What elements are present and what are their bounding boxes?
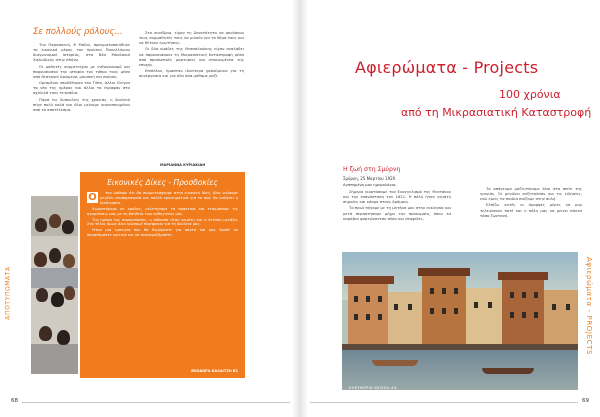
paragraph: Παρά τις δυσκολίες της χρονιάς, η δουλειά πήγε πολύ καλά και όλοι μείναμε ικανοποιημένοι από το αποτέλεσμα. [33, 96, 130, 112]
paragraph: Την Παρασκευή, 8 Μαΐου, πραγματοποιήθηκε το εικονικό μέρος του πρώτου Πανελλήνιου διαγωνισμού Ιστορίας, στα Νέα Μουδανιά Χαλκιδικής στην Αθήνα. [33, 42, 130, 63]
section-label-text: Αφιερώματα - PROJECTS [585, 256, 593, 356]
article-column-1 [33, 42, 130, 113]
drop-cap: Ο [88, 192, 97, 203]
section-label-text: ΑΠΟΤΥΠΩΜΑΤΑ [4, 266, 12, 320]
box-credit: ΘΕΟΔΩΡΑ ΚΑΛΑΙΤΖΗ Β1 [191, 369, 238, 373]
paragraph: Στο συνέδριο, είχαν τη δυνατότητα να ακούσουν τους συμμαθητές τους να μιλούν για το θέμα τους και να θέτουν ερωτήσεις. [139, 30, 244, 46]
paragraph: ταν μάθαμε ότι θα συμμετάσχουμε στην εικονική δίκη, όλοι νιώσαμε μεγάλη ανυπομονησία και πολλά ερωτηματικά για το πώς θα κυλήσει η διαδικασία. [100, 191, 238, 205]
diary-date: Σμύρνη, 25 Μαρτίου 1920 [343, 176, 396, 181]
section-side-label [583, 236, 595, 376]
section-title: Η ζωή στη Σμύρνη [343, 166, 401, 173]
paragraph: Οι μαθητές συμμετείχαν με ενθουσιασμό και παρουσίασαν την ιστορία του τόπου τους μέσα από θεατρικά δρώμενα, μουσική και ποίηση. [33, 63, 130, 79]
feature-subtitle-2: από τη Μικρασιατική Καταστροφή [401, 106, 592, 119]
page-number: 68 [11, 398, 18, 404]
diary-column-2 [480, 186, 582, 219]
paragraph: Επιπλέον, ήμασταν ιδιαίτερα χαρούμενοι για τη συνεργασία και για όλα όσα μάθαμε μαζί. [139, 68, 244, 79]
paragraph: Το απόγευμα μαζευτήκαμε όλοι στο σπίτι της γιαγιάς. Οι μεγάλοι συζητούσαν για τις ειδήσεις, ενώ εμείς τα παιδιά παίζαμε στην αυλή. [480, 186, 582, 202]
right-page [300, 0, 600, 417]
diary-column-1 [343, 166, 451, 222]
sidebar-box [80, 172, 245, 378]
feature-title: Αφιερώματα - Projects [355, 58, 539, 77]
paragraph: Ορισμένοι υποδύθηκαν τον Τύπο, άλλοι έλεγαν τα νέα της ημέρας και άλλοι τα έγραφαν στα σχολικά τους τετράδια. [33, 80, 130, 96]
author-credit: ΜΑΡΙΑΝΝΑ ΚΥΡΙΑΚΙΔΗ [160, 163, 206, 167]
page-number: 69 [582, 398, 589, 404]
box-title: Εικονικές Δίκες - Προσδοκίες [107, 178, 218, 187]
paragraph: Ήταν μια εμπειρία που θα θυμόμαστε για πάντα και μας έμαθε να σκεφτόμαστε κριτικά και να συνεργαζόμαστε. [87, 228, 238, 238]
group-photo [31, 196, 78, 374]
section-side-label [3, 233, 13, 353]
paragraph: Χωριστήκαμε σε ομάδες, μελετήσαμε τα πρακτικά και ετοιμάσαμε τις αγορεύσεις μας με τη βοήθεια των καθηγητών μας. [87, 206, 238, 216]
paragraph: Οι δύο ομάδες της Θεσσαλονίκης είχαν αναλάβει να παρουσιάσουν τη Μικρασιατική Καταστροφή μέσα από προσωπικές μαρτυρίες και ντοκουμέντα της εποχής. [139, 46, 244, 67]
spine-gutter [292, 0, 308, 417]
feature-subtitle-1: 100 χρόνια [499, 88, 561, 101]
diary-salutation: Αγαπημένο μου ημερολόγιο, [343, 182, 397, 187]
student-painting [342, 252, 578, 390]
paragraph: Το πρωί πήγαμε με τη μητέρα μου στην εκκλησία και μετά περπατήσαμε μέχρι την προκυμαία, όπου τα καράβια φορτώνονταν σύκα και σταφίδες. [343, 205, 451, 221]
article-heading: Σε πολλούς ρόλους... [33, 27, 123, 37]
box-text [87, 191, 238, 238]
footer-rule [22, 402, 290, 403]
paragraph: Την ημέρα της παρουσίασης, η αίθουσα ήταν γεμάτη και η ένταση μεγάλη. Στο τέλος όμως όλοι νιώσαμε περήφανοι για τη δουλειά μας. [87, 217, 238, 227]
paragraph: Ελπίζω αυτές οι όμορφες μέρες να μην τελειώσουν ποτέ και η πόλη μας να μείνει πάντα τόσο ζωντανή. [480, 202, 582, 218]
footer-rule [310, 402, 578, 403]
painting-caption: ΕΛΕΥΘΕΡΙΑ ΜΟΣΧΑ Α4 [349, 385, 397, 390]
article-column-2 [139, 30, 244, 79]
paragraph: Σήμερα γιορτάσαμε τον Ευαγγελισμό της Θεοτόκου και την επανάσταση του 1821. Η πόλη ήταν γεμάτη σημαίες και κόσμο στους δρόμους. [343, 189, 451, 205]
